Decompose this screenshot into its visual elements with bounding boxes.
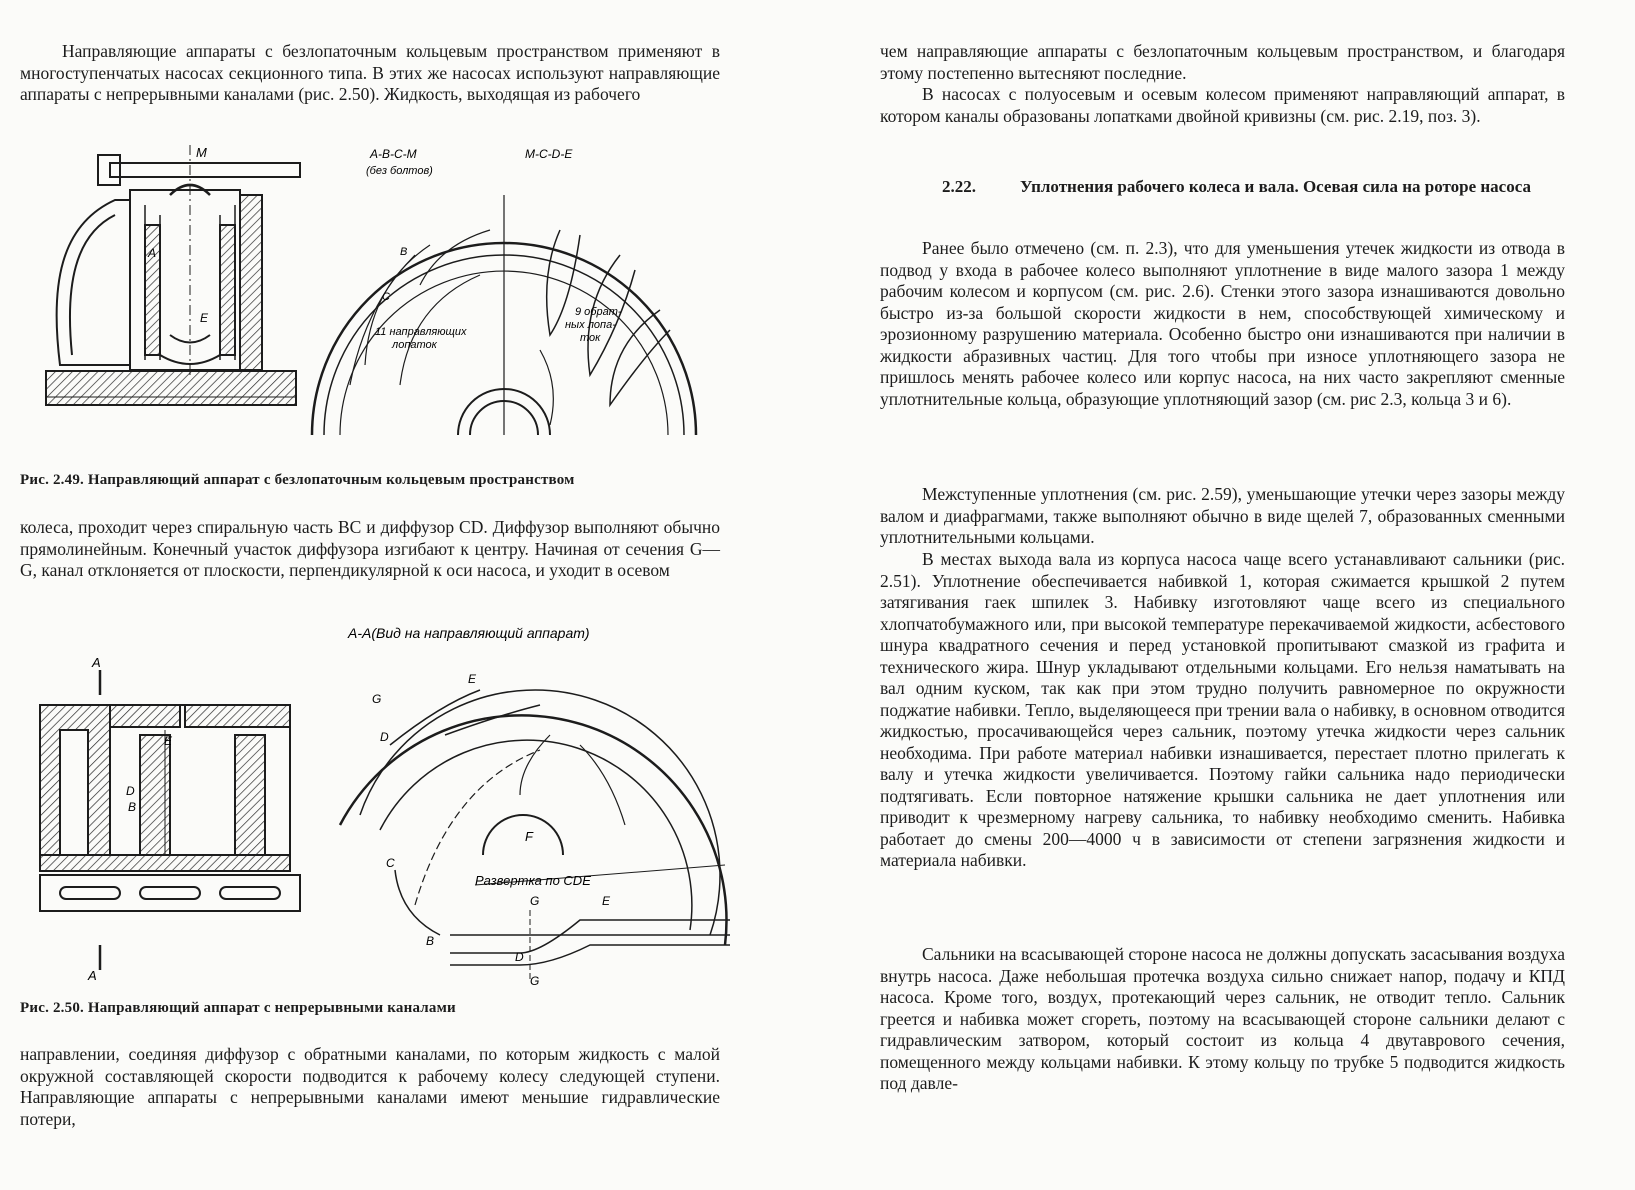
right-paragraph-3: Ранее было отмечено (см. п. 2.3), что для уменьшения утечек жидкости из отвода в подвод у входа в рабочее колесо выполняют уплотнение в виде малого зазора 1 между рабочим колесом и корпусом (см. рис. 2.6). Стенки этого зазора изнашиваются довольно быстро из-за большой скорости жидкости в нем, способствующей химическому и эрозионному разрушению материала. Особенно быстро они изнашиваются при наличии в жидкости абразивных частиц. Для того чтобы при износе уплотняющего зазора не пришлось менять рабочее колесо или корпус насоса, на них часто закрепляют сменные уплотнительные кольца, образующие уплотняющий зазор (см. рис 2.3, кольца 3 и 6). (880, 238, 1565, 409)
guide-apparatus-half-views (312, 195, 696, 435)
left-paragraph-1: Направляющие аппараты с безлопаточным кольцевым пространством применяют в многоступенчатых насосах секционного типа. В этих же насосах используют направляющие аппараты с непрерывными каналами (рис. 2.50). Жидкость, выходящая из рабочего (20, 41, 720, 104)
right-paragraph-1: чем направляющие аппараты с безлопаточным кольцевым пространством, и благодаря этому постепенно вытесняют последние. (880, 41, 1565, 83)
guide-apparatus-view (340, 690, 730, 980)
right-paragraph-4: Межступенные уплотнения (см. рис. 2.59), уменьшающие утечки через зазоры между валом и диафрагмами, также выполняют обычно в виде щелей 7, образованных сменными уплотнительными кольцами. (880, 484, 1565, 547)
caption-fig-2-50: Рис. 2.50. Направляющий аппарат с непрерывными каналами (20, 1000, 456, 1016)
fig50-label-a-bottom: А (88, 968, 97, 983)
fig50-label-g-top: G (530, 894, 540, 908)
right-paragraph-6: Сальники на всасывающей стороне насоса не должны допускать засасывания воздуха внутрь насоса. Даже небольшая протечка воздуха сильно снижает напор, подачу и КПД насоса. Кроме того, воздух, протекающий через сальник, не отводит тепло. Сальник греется и набивка может сгореть, поэтому на всасывающей стороне сальники делают с гидравлическим затвором, который состоит из кольца 4 двутаврового сечения, помещенного между кольцами набивки. К этому кольцу по трубке 5 подводится жидкость под давле- (880, 944, 1565, 1093)
pump-section-view (46, 145, 300, 405)
fig50-label-e-left: Е (164, 734, 173, 748)
fig50-label-d: D (380, 730, 389, 744)
section-number: 2.22. (942, 177, 976, 196)
fig49-section-left: А-В-С-М (370, 147, 417, 161)
right-paragraph-5: В местах выхода вала из корпуса насоса чаще всего устанавливают сальники (рис. 2.51). Уплотнение обеспечивается набивкой 1, которая сжимается крышкой 2 путем затягивания гаек шпилек 3. Набивку изготовляют чаще всего из специального хлопчатобумажного или, при высокой температуре перекачиваемой жидкости, асбестового шнура квадратного сечения и перед установкой пропитывают смазкой из графита и технического жира. Шнур укладывают отдельными кольцами. Его нельзя наматывать на вал одним куском, так как при этом трудно получить равномерное по окружности поджатие набивки. Тепло, выделяющееся при трении вала о набивку, в основном отводится жидкостью, просачивающейся через сальник, поэтому утечка жидкости через сальник необходима. При работе материал набивки изнашивается, перестает плотно прилегать к валу и утечка жидкости увеличивается. Поэтому гайки сальника надо периодически подтягивать. Если повторное натяжение крышки сальника не дает уплотнения или приводит к чрезмерному нагреву сальника, то набивку необходимо сменить. Набивка работает до смены 200—4000 ч в зависимости от степени загрязнения жидкости и материала набивки. (880, 549, 1565, 870)
caption-fig-2-49: Рис. 2.49. Направляющий аппарат с безлопаточным кольцевым пространством (20, 472, 575, 488)
fig49-section-right: М-С-D-Е (525, 147, 573, 161)
fig50-label-d-unfold: D (515, 950, 524, 964)
fig50-label-g-bottom: G (530, 974, 540, 988)
figure-2-49 (20, 135, 740, 455)
fig50-label-e-unfold: Е (602, 894, 611, 908)
fig50-label-f: F (525, 829, 533, 844)
fig49-label-a: А (148, 246, 157, 260)
right-paragraph-2: В насосах с полуосевым и осевым колесом применяют направляющий аппарат, в котором каналы образованы лопатками двойной кривизны (см. рис. 2.19, поз. 3). (880, 84, 1565, 126)
left-paragraph-3: направлении, соединяя диффузор с обратными каналами, по которым жидкость с малой окружной составляющей скорости подводится к рабочему колесу следующей ступени. Направляющие аппараты с непрерывными каналами имеют меньшие гидравлические потери, (20, 1044, 720, 1129)
fig50-label-b: В (426, 934, 435, 948)
fig49-label-m: М (196, 145, 207, 160)
fig49-return-blades-2: ных лопа- (565, 319, 616, 331)
figure-2-50 (20, 615, 740, 990)
fig50-unfold-label: Развертка по СDЕ (475, 873, 591, 888)
fig50-view-title: А-А(Вид на направляющий аппарат) (348, 625, 590, 641)
fig50-label-b-left: В (128, 800, 137, 814)
fig50-label-c: С (386, 856, 395, 870)
section-title: Уплотнения рабочего колеса и вала. Осевая сила на роторе насоса (1020, 177, 1531, 196)
pump-channel-section (40, 670, 300, 970)
fig49-label-c: С (382, 291, 390, 303)
fig50-label-d-left: D (126, 784, 135, 798)
fig49-section-left-note: (без болтов) (366, 165, 433, 177)
fig50-label-g: G (372, 692, 382, 706)
fig49-guide-blades-1: 11 направляющих (375, 326, 467, 338)
left-paragraph-2: колеса, проходит через спиральную часть ВС и диффузор CD. Диффузор выполняют обычно прямолинейным. Конечный участок диффузора изгибают к центру. Начиная от сечения G—G, канал отклоняется от плоскости, перпендикулярной к оси насоса, и уходит в осевом (20, 517, 720, 580)
fig49-guide-blades-2: лопаток (392, 339, 437, 351)
fig49-label-e: Е (200, 311, 209, 325)
section-heading (880, 176, 1565, 198)
fig50-label-e: Е (468, 672, 477, 686)
fig49-label-b: В (400, 246, 408, 258)
fig49-return-blades-3: ток (580, 332, 601, 344)
fig49-return-blades-1: 9 обрат- (575, 306, 622, 318)
fig50-label-a-top: А (92, 655, 101, 670)
